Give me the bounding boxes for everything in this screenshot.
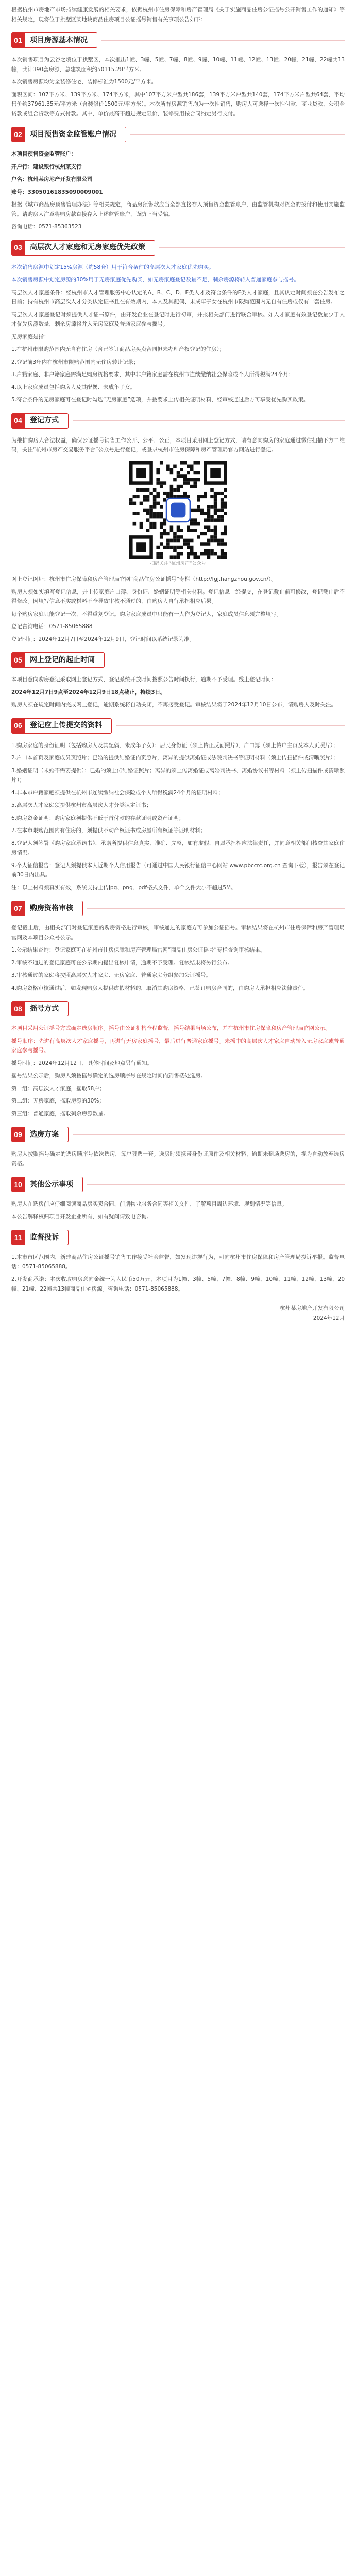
section-paragraph: 9.个人征信报告：登记人须提供本人近期个人信用报告（可通过中国人民银行征信中心网站 www.pbccrc.org.cn 查询下载），报告须在登记前30日内出具。 bbox=[11, 862, 345, 878]
section-header bbox=[11, 1127, 345, 1142]
section-number: 01 bbox=[11, 32, 25, 48]
section-paragraph: 本次销售房源中划定房源的30%用于无房家庭优先购买，如无房家庭登记数量不足，剩余房源将转入普通家庭参与摇号。 bbox=[11, 277, 299, 283]
section-paragraph: 摇号结果公示后，购房人须按摇号确定的选房顺序号在规定时间内到售楼处选房。 bbox=[11, 1073, 206, 1079]
section-title: 高层次人才家庭和无房家庭优先政策 bbox=[25, 240, 155, 256]
section-paragraph: 开户行：建设银行杭州某支行 bbox=[11, 163, 82, 170]
section-header bbox=[11, 1177, 345, 1192]
section-title: 监督投诉 bbox=[25, 1230, 69, 1245]
section-number: 11 bbox=[11, 1230, 25, 1245]
section-number: 09 bbox=[11, 1127, 25, 1142]
section-paragraph: 本项目意向购房登记采取网上登记方式，登记系统开放时间按照公告时间执行，逾期不予受理。线上登记时间： bbox=[11, 676, 277, 683]
section-number: 04 bbox=[11, 413, 25, 429]
section-divider bbox=[159, 247, 345, 248]
section-paragraph: 面积区间：107平方米、139平方米、174平方米，其中107平方米户型共186套，139平方米户型共140套，174平方米户型共64套，平均售价约37961.35元/平方米（含装修价1500元/平方米）。本次所有房源销售均为一次性销售，购房人可选择一次性付款、商业贷款、公积金贷款或组合贷款等方式付款。其中，单价最高不超过规定限价，装修费用按合同约定另行支付。 bbox=[11, 91, 345, 117]
section-paragraph: 购房人须在规定时间内完成网上登记，逾期系统将自动关闭，不再接受登记。审核结果将于2024年12月10日公布，请购房人及时关注。 bbox=[11, 702, 336, 708]
section-title: 登记应上传提交的资料 bbox=[25, 718, 112, 734]
section-paragraph: 购房人须如实填写登记信息，并上传家庭户口簿、身份证、婚姻证明等相关材料。登记信息一经提交，在登记截止前可修改，登记截止后不得修改。因填写信息不实或材料不全导致审核不通过的，由购房人自行承担相应后果。 bbox=[11, 588, 345, 604]
qr-code-image[interactable] bbox=[129, 461, 227, 559]
section-paragraph: 无房家庭是指： bbox=[11, 333, 49, 340]
section-divider bbox=[87, 908, 345, 909]
section-header bbox=[11, 32, 345, 48]
section-paragraph: 登记咨询电话：0571-85065888 bbox=[11, 623, 93, 630]
section-paragraph: 1.购房家庭的身份证明（包括购房人及其配偶、未成年子女）：居民身份证（须上传正反面照片）、户口簿（须上传户主页及本人页照片）； bbox=[11, 742, 338, 749]
section-paragraph: 高层次人才家庭条件：经杭州市人才管理服务中心认定的A、B、C、D、E类人才及符合条件的F类人才家庭，且其认定时间须在公告发布之日前；持有杭州市高层次人才分类认定证书且在有效期内，本人及其配偶、未成年子女在杭州市限购范围内无自有住房或仅有一套住房。 bbox=[11, 289, 345, 305]
section-paragraph: 1.在杭州市限购范围内无自有住房（含已签订商品房买卖合同但未办理产权登记的住房）； bbox=[11, 346, 225, 352]
section-paragraph: 登记时间：2024年12月7日至2024年12月9日，登记时间以系统记录为准。 bbox=[11, 636, 195, 642]
section-divider bbox=[116, 725, 345, 726]
section-title: 其他公示事项 bbox=[25, 1177, 83, 1192]
section-header bbox=[11, 1001, 345, 1016]
section-paragraph: 账号：33050161835090009001 bbox=[11, 189, 103, 195]
section-paragraph: 2024年12月7日9点至2024年12月9日18点截止，持续3日。 bbox=[11, 689, 166, 696]
section-paragraph: 5.高层次人才家庭须提供杭州市高层次人才分类认定证书； bbox=[11, 802, 152, 808]
section-paragraph: 网上登记网址：杭州市住房保障和房产管理局官网“商品住房公证摇号”专栏（http://fgj.hangzhou.gov.cn/）。 bbox=[11, 576, 277, 582]
section-paragraph: 本次销售房源中划定15%房源（约58套）用于符合条件的高层次人才家庭优先购买。 bbox=[11, 264, 214, 270]
qr-caption: 扫码关注“杭州房产”公众号 bbox=[150, 561, 206, 566]
section-header bbox=[11, 240, 345, 256]
section-paragraph: 根据《城市商品房预售管理办法》等相关规定，商品房预售款应当全部直接存入预售资金监管账户，由监管机构对资金的拨付和使用实施监管。请购房人注意将购房款直接存入上述监管账户，谨防上当受骗。 bbox=[11, 201, 345, 217]
section-paragraph: 7.在本市限购范围内有住房的，须提供不动产权证书或房屋所有权证等证明材料； bbox=[11, 827, 206, 834]
sections-container bbox=[11, 32, 345, 1294]
section-header bbox=[11, 652, 345, 668]
footer bbox=[11, 1303, 345, 1324]
section-number: 10 bbox=[11, 1177, 25, 1192]
section-divider bbox=[130, 134, 345, 135]
section-number: 06 bbox=[11, 718, 25, 734]
section-header bbox=[11, 413, 345, 429]
section-divider bbox=[73, 1134, 345, 1135]
section-number: 05 bbox=[11, 652, 25, 668]
section-paragraph: 4.购房资格审核通过后，如发现购房人提供虚假材料的，取消其购房资格，已签订购房合同的，由购房人承担相应法律责任。 bbox=[11, 985, 309, 991]
section-paragraph: 3.户籍家庭、非户籍家庭需满足购房资格要求，其中非户籍家庭需在杭州市连续缴纳社会保险或个人所得税满24个月； bbox=[11, 371, 294, 378]
section-title: 购房资格审核 bbox=[25, 901, 83, 916]
section-paragraph: 本项目采用公证摇号方式确定选房顺序。摇号由公证机构全程监督，摇号结果当场公布，并在杭州市住房保障和房产管理局官网公示。 bbox=[11, 1025, 331, 1031]
section-paragraph: 高层次人才家庭登记时须提供人才证书原件，由开发企业在登记时进行初审，并报相关部门进行联合审核。如人才家庭有效登记数量少于人才优先房源数量，剩余房源将并入无房家庭及普通家庭参与摇号。 bbox=[11, 311, 345, 327]
section-paragraph: 2.登记前3年内在杭州市限购范围内无住房转让记录； bbox=[11, 359, 139, 365]
section-divider bbox=[87, 1184, 345, 1185]
section-paragraph: 4.以上家庭成员包括购房人及其配偶、未成年子女。 bbox=[11, 384, 136, 391]
section-paragraph: 购房人在选房前应仔细阅读商品房买卖合同、前期物业服务合同等相关文件，了解项目周边环境、规划情况等信息。 bbox=[11, 1201, 287, 1207]
section-header bbox=[11, 1230, 345, 1245]
section-paragraph: 每个购房家庭只能登记一次，不得重复登记。购房家庭成员中只能有一人作为登记人，家庭成员信息须完整填写。 bbox=[11, 611, 282, 617]
section-divider bbox=[73, 420, 345, 421]
section-paragraph: 1.本市市区范围内，新建商品住房公证摇号销售工作接受社会监督，如发现违规行为，可向杭州市住房保障和房产管理局投诉举报。监督电话：0571-85065888。 bbox=[11, 1254, 345, 1270]
section-header bbox=[11, 718, 345, 734]
section-paragraph: 5.符合条件的无房家庭可在登记时勾选“无房家庭”选项，并按要求上传相关证明材料，经审核通过后方可享受优先购买政策。 bbox=[11, 397, 309, 403]
section-paragraph: 1.公示结果查询：登记家庭可在杭州市住房保障和房产管理局官网“商品住房公证摇号”专栏查询审核结果。 bbox=[11, 947, 266, 953]
section-paragraph: 本项目预售资金监管账户： bbox=[11, 151, 76, 157]
section-header bbox=[11, 127, 345, 142]
section-paragraph: 摇号顺序：先进行高层次人才家庭摇号，再进行无房家庭摇号，最后进行普通家庭摇号。未摇中的高层次人才家庭自动转入无房家庭或普通家庭参与摇号。 bbox=[11, 1038, 345, 1054]
section-paragraph: 本次销售房源均为全装修住宅，装修标准为1500元/平方米。 bbox=[11, 79, 157, 85]
section-divider bbox=[101, 40, 345, 41]
section-paragraph: 咨询电话：0571-85363523 bbox=[11, 224, 82, 230]
section-title: 项目房源基本情况 bbox=[25, 32, 97, 48]
section-number: 02 bbox=[11, 127, 25, 142]
section-paragraph: 6.购房资金证明：购房家庭须提供不低于首付款的存款证明或资产证明； bbox=[11, 815, 184, 821]
section-paragraph: 第三组：普通家庭，摇取剩余房源数量。 bbox=[11, 1110, 109, 1117]
section-paragraph: 2.审核不通过的登记家庭可在公示期内提出复核申请，逾期不予受理。复核结果将另行公布。 bbox=[11, 959, 233, 966]
section-paragraph: 3.审核通过的家庭将按照高层次人才家庭、无房家庭、普通家庭分组参加公证摇号。 bbox=[11, 972, 212, 978]
section-title: 选房方案 bbox=[25, 1127, 69, 1142]
section-paragraph: 购房人按照摇号确定的选房顺序号依次选房，每户限选一套。选房时须携带身份证原件及相关材料，逾期未到场选房的，视为自动放弃选房资格。 bbox=[11, 1151, 345, 1167]
section-paragraph: 本次销售项目为云谷之境位于拱墅区，本次推出1幢、3幢、5幢、7幢、8幢、9幢、10幢、11幢、12幢、13幢、20幢、21幢、22幢共13幢，共计390套房源，总建筑面积约50115.28平方米。 bbox=[11, 57, 345, 73]
section-paragraph: 8.登记人须签署《购房家庭承诺书》，承诺所提供信息真实、准确、完整，如有虚假，自愿承担相应法律责任，并同意相关部门核查其家庭住房情况。 bbox=[11, 840, 345, 856]
footer-company: 杭州某房地产开发有限公司 bbox=[280, 1305, 345, 1311]
section-paragraph: 本公告解释权归项目开发企业所有，如有疑问请致电咨询。 bbox=[11, 1213, 152, 1220]
section-header bbox=[11, 901, 345, 916]
section-paragraph: 为维护购房人合法权益，确保公证摇号销售工作公开、公平、公正，本项目采用网上登记方式，请有意向购房的家庭通过微信扫描下方二维码，关注“杭州市房产交易服务平台”公众号进行登记，或登录杭州市住房保障和房产管理局官方网站进行登记。 bbox=[11, 437, 345, 453]
section-title: 项目预售资金监管账户情况 bbox=[25, 127, 126, 142]
qr-code-block bbox=[127, 461, 230, 569]
section-paragraph: 第一组：高层次人才家庭，摇取58户； bbox=[11, 1085, 105, 1092]
section-paragraph: 户名：杭州某房地产开发有限公司 bbox=[11, 176, 93, 182]
section-number: 07 bbox=[11, 901, 25, 916]
section-paragraph: 2.开发商承诺：本次收取购房意向金统一为人民币50万元，本项目为1幢、3幢、5幢、7幢、8幢、9幢、10幢、11幢、12幢、13幢、20幢、21幢、22幢共13幢商品住宅房源。咨询电话：0571-85065888。 bbox=[11, 1276, 345, 1292]
section-paragraph: 4.非本市户籍家庭须提供在杭州市连续缴纳社会保险或个人所得税满24个月的证明材料； bbox=[11, 789, 224, 796]
section-paragraph: 2.户口本首页及家庭成员页照片；已婚的提供结婚证内页照片，离异的提供离婚证或法院判决书等证明材料（须上传扫描件或清晰照片）； bbox=[11, 755, 338, 761]
section-paragraph: 摇号时间：2024年12月12日，具体时间及地点另行通知。 bbox=[11, 1060, 152, 1066]
section-paragraph: 3.婚姻证明（未婚不需要提供）：已婚的须上传结婚证照片；离异的须上传离婚证或离婚判决书、离婚协议书等材料（须上传扫描件或清晰照片）； bbox=[11, 767, 345, 783]
section-paragraph: 登记截止后，由相关部门对登记家庭的购房资格进行审核，审核通过的家庭方可参加公证摇号。审核结果将在杭州市住房保障和房产管理局官网及本项目公众号公示。 bbox=[11, 925, 345, 941]
section-title: 摇号方式 bbox=[25, 1001, 69, 1016]
section-paragraph: 第二组：无房家庭，摇取房源的30%； bbox=[11, 1098, 105, 1104]
footer-date: 2024年12月 bbox=[313, 1315, 345, 1321]
section-title: 网上登记的起止时间 bbox=[25, 652, 105, 668]
section-number: 08 bbox=[11, 1001, 25, 1016]
section-paragraph: 注：以上材料须真实有效，系统支持上传jpg、png、pdf格式文件，单个文件大小不超过5M。 bbox=[11, 884, 236, 891]
section-number: 03 bbox=[11, 240, 25, 256]
intro-text: 根据杭州市房地产市场持续健康发展的相关要求，依据杭州市住房保障和房产管理局《关于实施商品住房公证摇号公开销售工作的通知》等相关规定，现将位于拱墅区某地块商品住房项目公证摇号销售有关事项公告如下： bbox=[11, 7, 345, 23]
section-title: 登记方式 bbox=[25, 413, 69, 429]
